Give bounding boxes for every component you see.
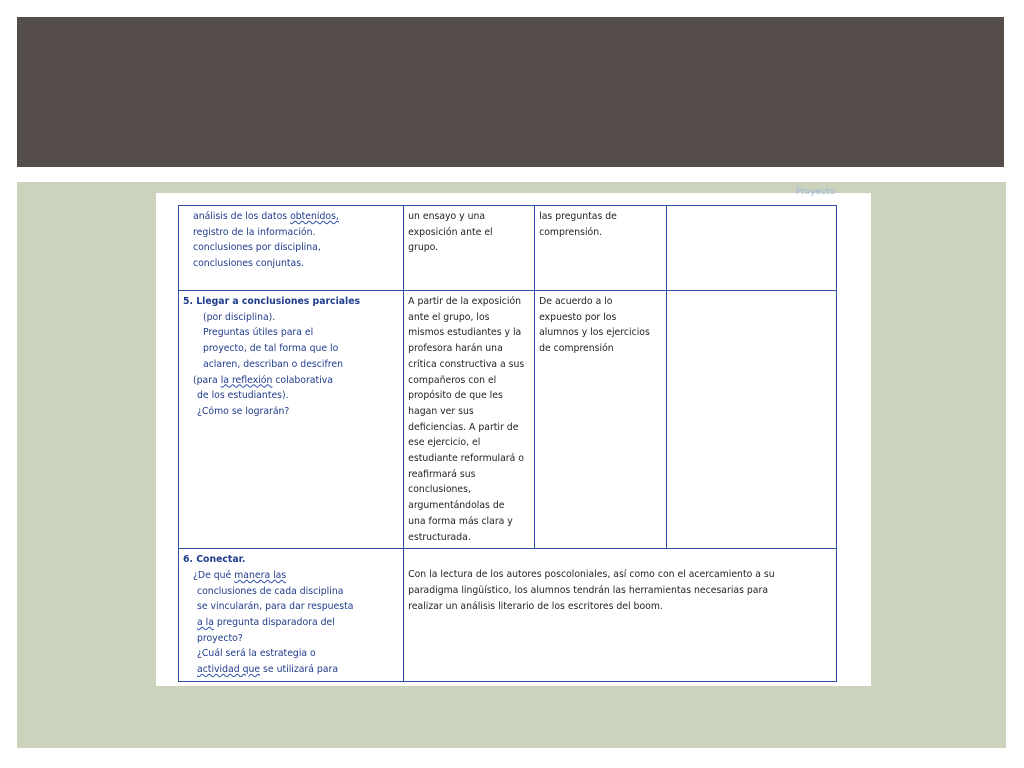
cell-line: una forma más clara y (408, 515, 513, 527)
table-cell (667, 291, 837, 549)
cell-line: (por disciplina). (203, 311, 276, 323)
cell-line: se vincularán, para dar respuesta (197, 601, 354, 613)
table-cell (535, 206, 667, 291)
cell-line: expuesto por los (539, 311, 617, 323)
cell-line: Preguntas útiles para el (203, 327, 314, 339)
slide-title-band (17, 17, 1004, 167)
cell-line: reafirmará sus (408, 468, 476, 480)
table-cell (535, 291, 667, 549)
cell-line: propósito de que les (408, 390, 503, 402)
cell-line: estructurada. (408, 531, 471, 543)
table-cell (404, 206, 535, 291)
cell-line: las preguntas de (539, 211, 617, 222)
cell-line: (para la reflexión colaborativa (193, 374, 333, 386)
cell-line: De acuerdo a lo (539, 296, 613, 307)
table-row (179, 549, 837, 682)
cell-line: a la pregunta disparadora del (197, 617, 335, 629)
table-row (179, 206, 837, 291)
cell-line: actividad que se utilizará para (197, 664, 339, 676)
cell-line: grupo. (408, 242, 439, 254)
cell-line: ¿Cómo se lograrán? (197, 405, 290, 417)
cell-line: comprensión. (539, 226, 603, 238)
cell-line: un ensayo y una (408, 211, 486, 222)
cell-line: ¿De qué manera las (193, 569, 287, 581)
step-title: 6. Conectar. (183, 554, 246, 566)
cell-line: análisis de los datos obtenidos, (193, 211, 339, 222)
table-cell (179, 291, 404, 549)
cell-line: profesora harán una (408, 343, 503, 355)
cell-line: paradigma lingüístico, los alumnos tendrán las herramientas necesarias para (408, 584, 769, 596)
cell-line: conclusiones por disciplina, (193, 242, 321, 254)
cell-line: conclusiones, (408, 484, 471, 496)
cell-line: alumnos y los ejercicios (539, 327, 650, 339)
page-header-mark: Proyecto (795, 187, 835, 197)
cell-line: exposición ante el (408, 226, 493, 238)
cell-line: crítica constructiva a sus (408, 358, 525, 370)
step-title: 5. Llegar a conclusiones parciales (183, 296, 361, 307)
cell-line: A partir de la exposición (408, 296, 522, 307)
cell-line: aclaren, describan o descifren (203, 358, 343, 370)
cell-line: conclusiones de cada disciplina (197, 585, 344, 597)
table-merged-cell (404, 549, 837, 682)
cell-line: de comprensión (539, 343, 614, 355)
project-plan-table (178, 205, 837, 682)
table-row (179, 291, 837, 549)
cell-line: ante el grupo, los (408, 311, 490, 323)
table-cell (179, 549, 404, 682)
table-cell (667, 206, 837, 291)
table-cell (404, 291, 535, 549)
cell-line: conclusiones conjuntas. (193, 258, 305, 270)
cell-line: deficiencias. A partir de (408, 421, 519, 433)
cell-line: de los estudiantes). (197, 390, 289, 402)
cell-line: ese ejercicio, el (408, 437, 481, 449)
cell-line: registro de la información. (193, 226, 316, 238)
cell-line: realizar un análisis literario de los escritores del boom. (408, 600, 663, 612)
document-page-image (156, 187, 871, 686)
cell-line: argumentándolas de (408, 500, 505, 512)
cell-line: hagan ver sus (408, 405, 474, 417)
cell-line: estudiante reformulará o (408, 453, 524, 465)
table-cell (179, 206, 404, 291)
cell-line: proyecto? (197, 632, 243, 644)
cell-line: mismos estudiantes y la (408, 327, 522, 339)
cell-line: proyecto, de tal forma que lo (203, 343, 339, 355)
cell-line: Con la lectura de los autores poscoloniales, así como con el acercamiento a su (408, 569, 775, 581)
cell-line: ¿Cuál será la estrategia o (197, 648, 316, 660)
cell-line: compañeros con el (408, 374, 497, 386)
